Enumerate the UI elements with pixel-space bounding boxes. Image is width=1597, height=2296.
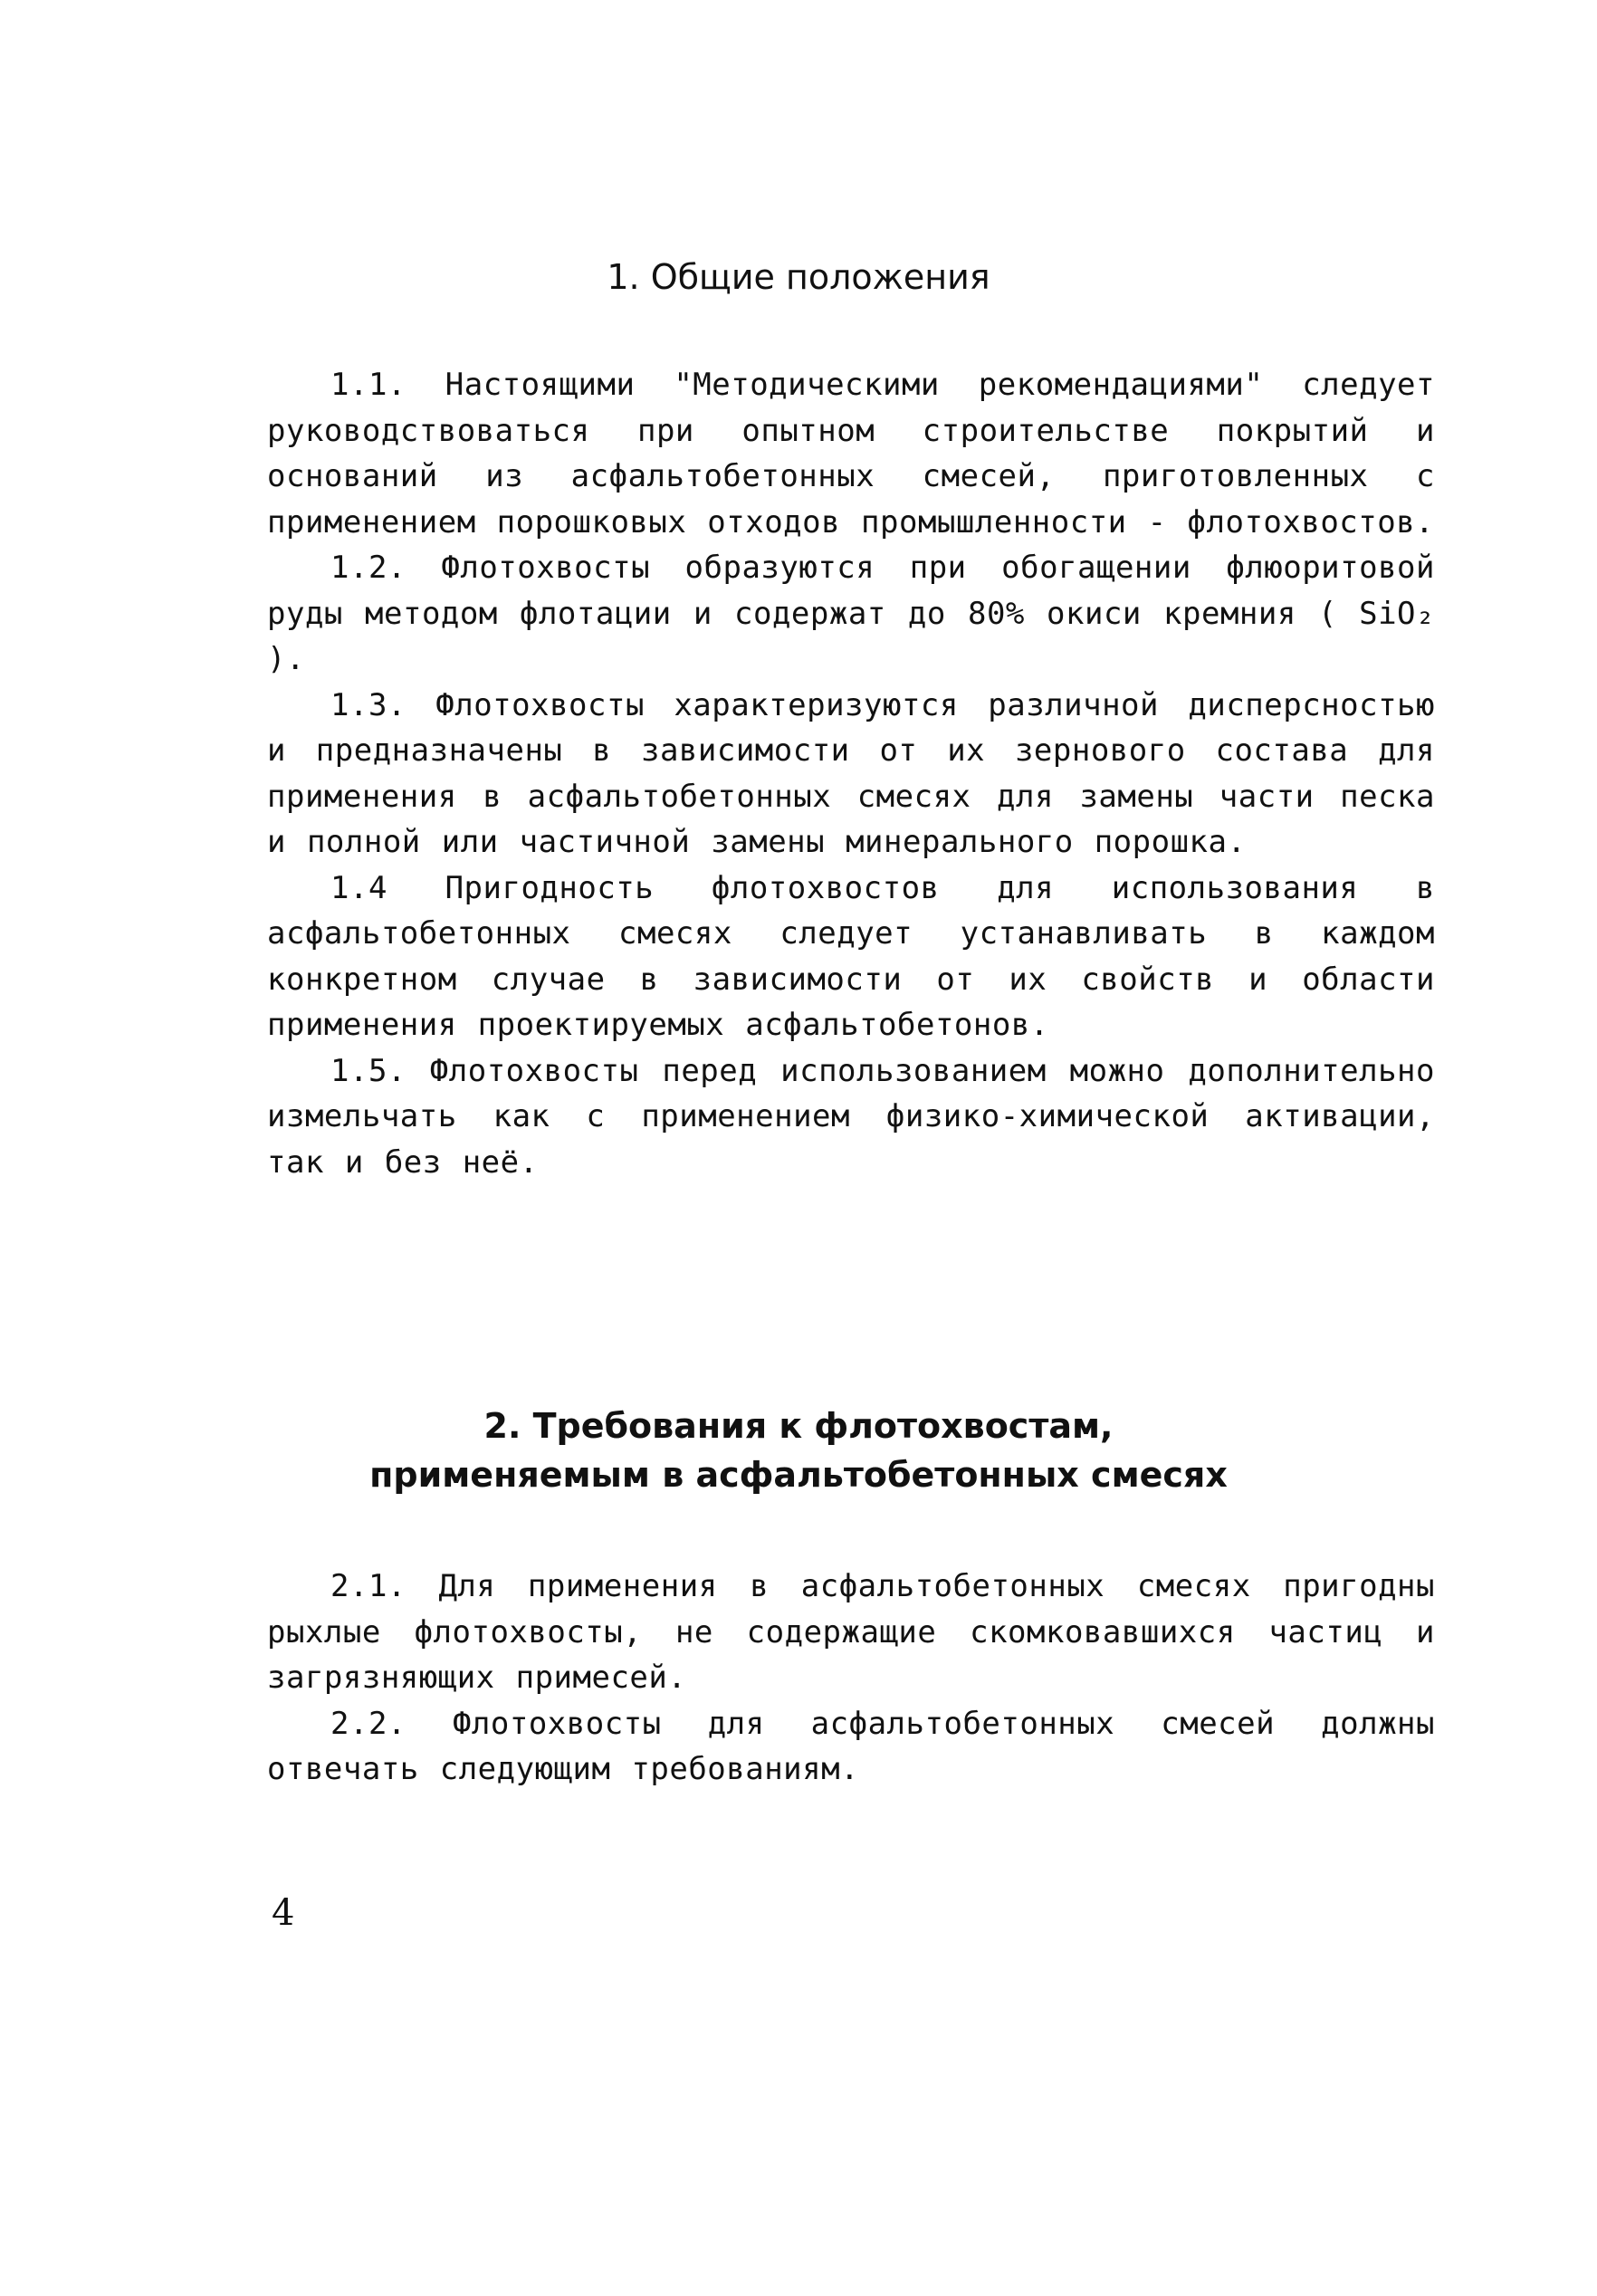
page-number: 4 (272, 1892, 295, 1934)
paragraph-2-2: 2.2. Флотохвосты для асфальтобетонных смесей должны отвечать следующим требованиям. (267, 1705, 1435, 1787)
section-2-body (267, 1564, 1435, 1793)
section-1-body (267, 362, 1435, 1185)
paragraph-1-3: 1.3. Флотохвосты характеризуются различной дисперсностью и предназначены в зависимости от их зернового состава для применения в асфальтобетонных смесях для замены части песка и полной или частичной замены минерального порошка. (267, 686, 1435, 860)
paragraph-1-1: 1.1. Настоящими "Методическими рекомендациями" следует руководствоваться при опытном строительстве покрытий и оснований из асфальтобетонных смесей, приготовленных с применением порошковых отходов промышленности - флотохвостов. (267, 367, 1435, 541)
paragraph-1-5: 1.5. Флотохвосты перед использованием можно дополнительно измельчать как с применением физико-химической активации, так и без неё. (267, 1052, 1435, 1181)
paragraph-2-1: 2.1. Для применения в асфальтобетонных смесях пригодны рыхлые флотохвосты, не содержащие скомковавшихся частиц и загрязняющих примесей. (267, 1568, 1435, 1696)
paragraph-1-2: 1.2. Флотохвосты образуются при обогащении флюоритовой руды методом флотации и содержат до 80% окиси кремния ( SiO₂ ). (267, 550, 1435, 677)
section-2-heading-line-1: 2. Требования к флотохвостам, (483, 1406, 1114, 1446)
section-2-heading (0, 1402, 1597, 1499)
paragraph-1-4: 1.4 Пригодность флотохвостов для использования в асфальтобетонных смесях следует устанавливать в каждом конкретном случае в зависимости от их свойств и области применения проектируемых асфальтобетонов. (267, 869, 1435, 1043)
section-1-heading: 1. Общие положения (607, 257, 990, 297)
section-2-heading-line-2: применяемым в асфальтобетонных смесях (369, 1455, 1228, 1495)
